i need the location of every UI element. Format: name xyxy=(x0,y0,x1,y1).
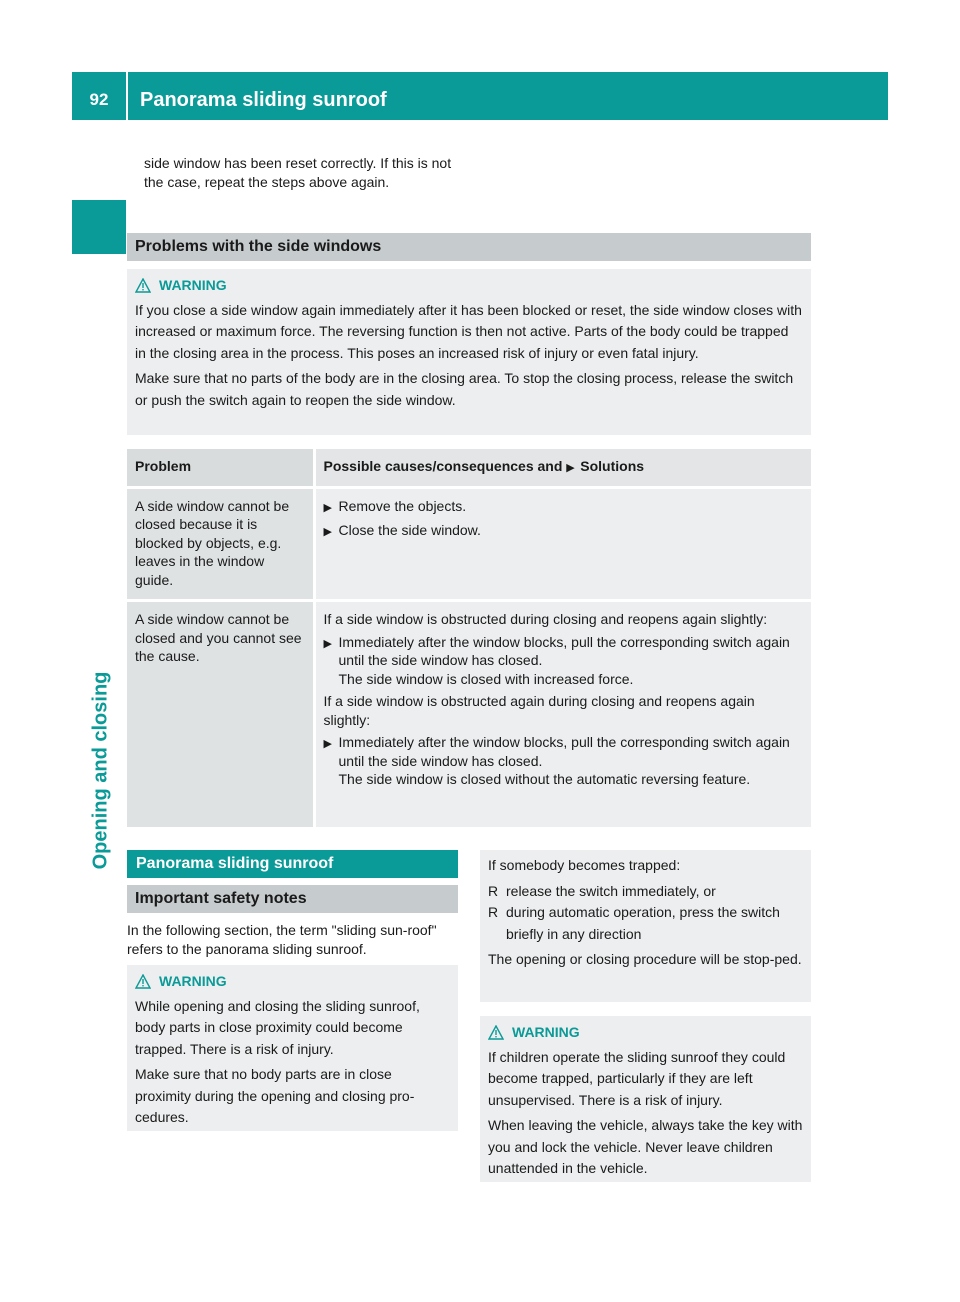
solution-cell: If a side window is obstructed during closing and reopens again slightly: ▶ Immediately after the window blocks, pull the corresponding switch again until the side window has closed. The side window is closed with increased force. If a side window is obstructed again during closing and reopens again slightly: ▶ Immediately after the window blocks, pull the corresponding switch again until the side window has closed. The side window is closed without the automatic reversing feature. xyxy=(314,601,811,827)
warning-box-children: WARNING If children operate the sliding sunroof they could become trapped, particularly if they are left unsupervised. There is a risk of injury. When leaving the vehicle, always take the key with you and lock the vehicle. Never leave children unattended in the vehicle. xyxy=(480,1016,811,1182)
table-row xyxy=(127,487,811,601)
intro-text: side window has been reset correctly. If this is not the case, repeat the steps above again. xyxy=(144,155,452,190)
section-heading-problems: Problems with the side windows xyxy=(127,233,811,261)
subheading-safety-notes: Important safety notes xyxy=(127,885,458,913)
chapter-tab xyxy=(72,200,126,254)
column-header-problem: Problem xyxy=(127,449,314,487)
table-header-row xyxy=(127,449,811,487)
chapter-label: Opening and closing xyxy=(89,671,112,869)
warning-paragraph: Make sure that no parts of the body are in the closing area. To stop the closing process, release the switch or push the switch again to reopen the side window. xyxy=(135,370,794,408)
section-heading-sunroof: Panorama sliding sunroof xyxy=(127,850,458,878)
warning-paragraph: If you close a side window again immediately after it has been blocked or reset, the side window closes with increased or maximum force. The reversing function is then not active. Parts of the body could be trapped in the closing area in the process. This poses an increased risk of injury or even fatal injury. xyxy=(135,301,802,361)
page-number: 92 xyxy=(89,90,109,109)
r-bullet-icon: R xyxy=(488,882,499,899)
problem-cell: A side window cannot be closed because it is blocked by objects, e.g. leaves in the window guide. xyxy=(127,487,314,601)
page-title: Panorama sliding sunroof xyxy=(140,89,387,111)
warning-box-sunroof: WARNING While opening and closing the sliding sunroof, body parts in close proximity could become trapped. There is a risk of injury. Make sure that no body parts are in close proximity during the opening and closing pro-cedures. xyxy=(127,965,458,1131)
table-row xyxy=(127,601,811,827)
warning-title: WARNING xyxy=(488,1022,803,1044)
arrow-right-icon: ▶ xyxy=(566,462,575,474)
sunroof-intro: In the following section, the term "sliding sun-roof" refers to the panorama sliding sunroof. xyxy=(127,922,437,957)
warning-box-side-windows xyxy=(127,269,811,435)
warning-title: WARNING xyxy=(135,275,803,297)
warning-triangle-icon xyxy=(488,1025,504,1040)
arrow-right-icon: ▶ xyxy=(323,738,332,750)
header-divider xyxy=(126,72,128,120)
column-header-solutions: Possible causes/consequences and ▶ Solutions xyxy=(314,449,811,487)
problems-table xyxy=(127,449,811,827)
arrow-right-icon: ▶ xyxy=(323,501,332,514)
warning-triangle-icon xyxy=(135,974,151,989)
warning-triangle-icon xyxy=(135,278,151,293)
warning-title: WARNING xyxy=(135,971,450,993)
problem-cell: A side window cannot be closed and you cannot see the cause. xyxy=(127,601,314,827)
arrow-right-icon: ▶ xyxy=(323,637,332,650)
solution-cell: ▶ Remove the objects. ▶ Close the side window. xyxy=(314,487,811,601)
arrow-right-icon: ▶ xyxy=(323,526,332,538)
trapped-info-box: If somebody becomes trapped: R release the switch immediately, or R during automatic operation, press the switch briefly in any direction The opening or closing procedure will be stop-ped. xyxy=(480,850,811,1002)
r-bullet-icon: R xyxy=(488,904,499,920)
